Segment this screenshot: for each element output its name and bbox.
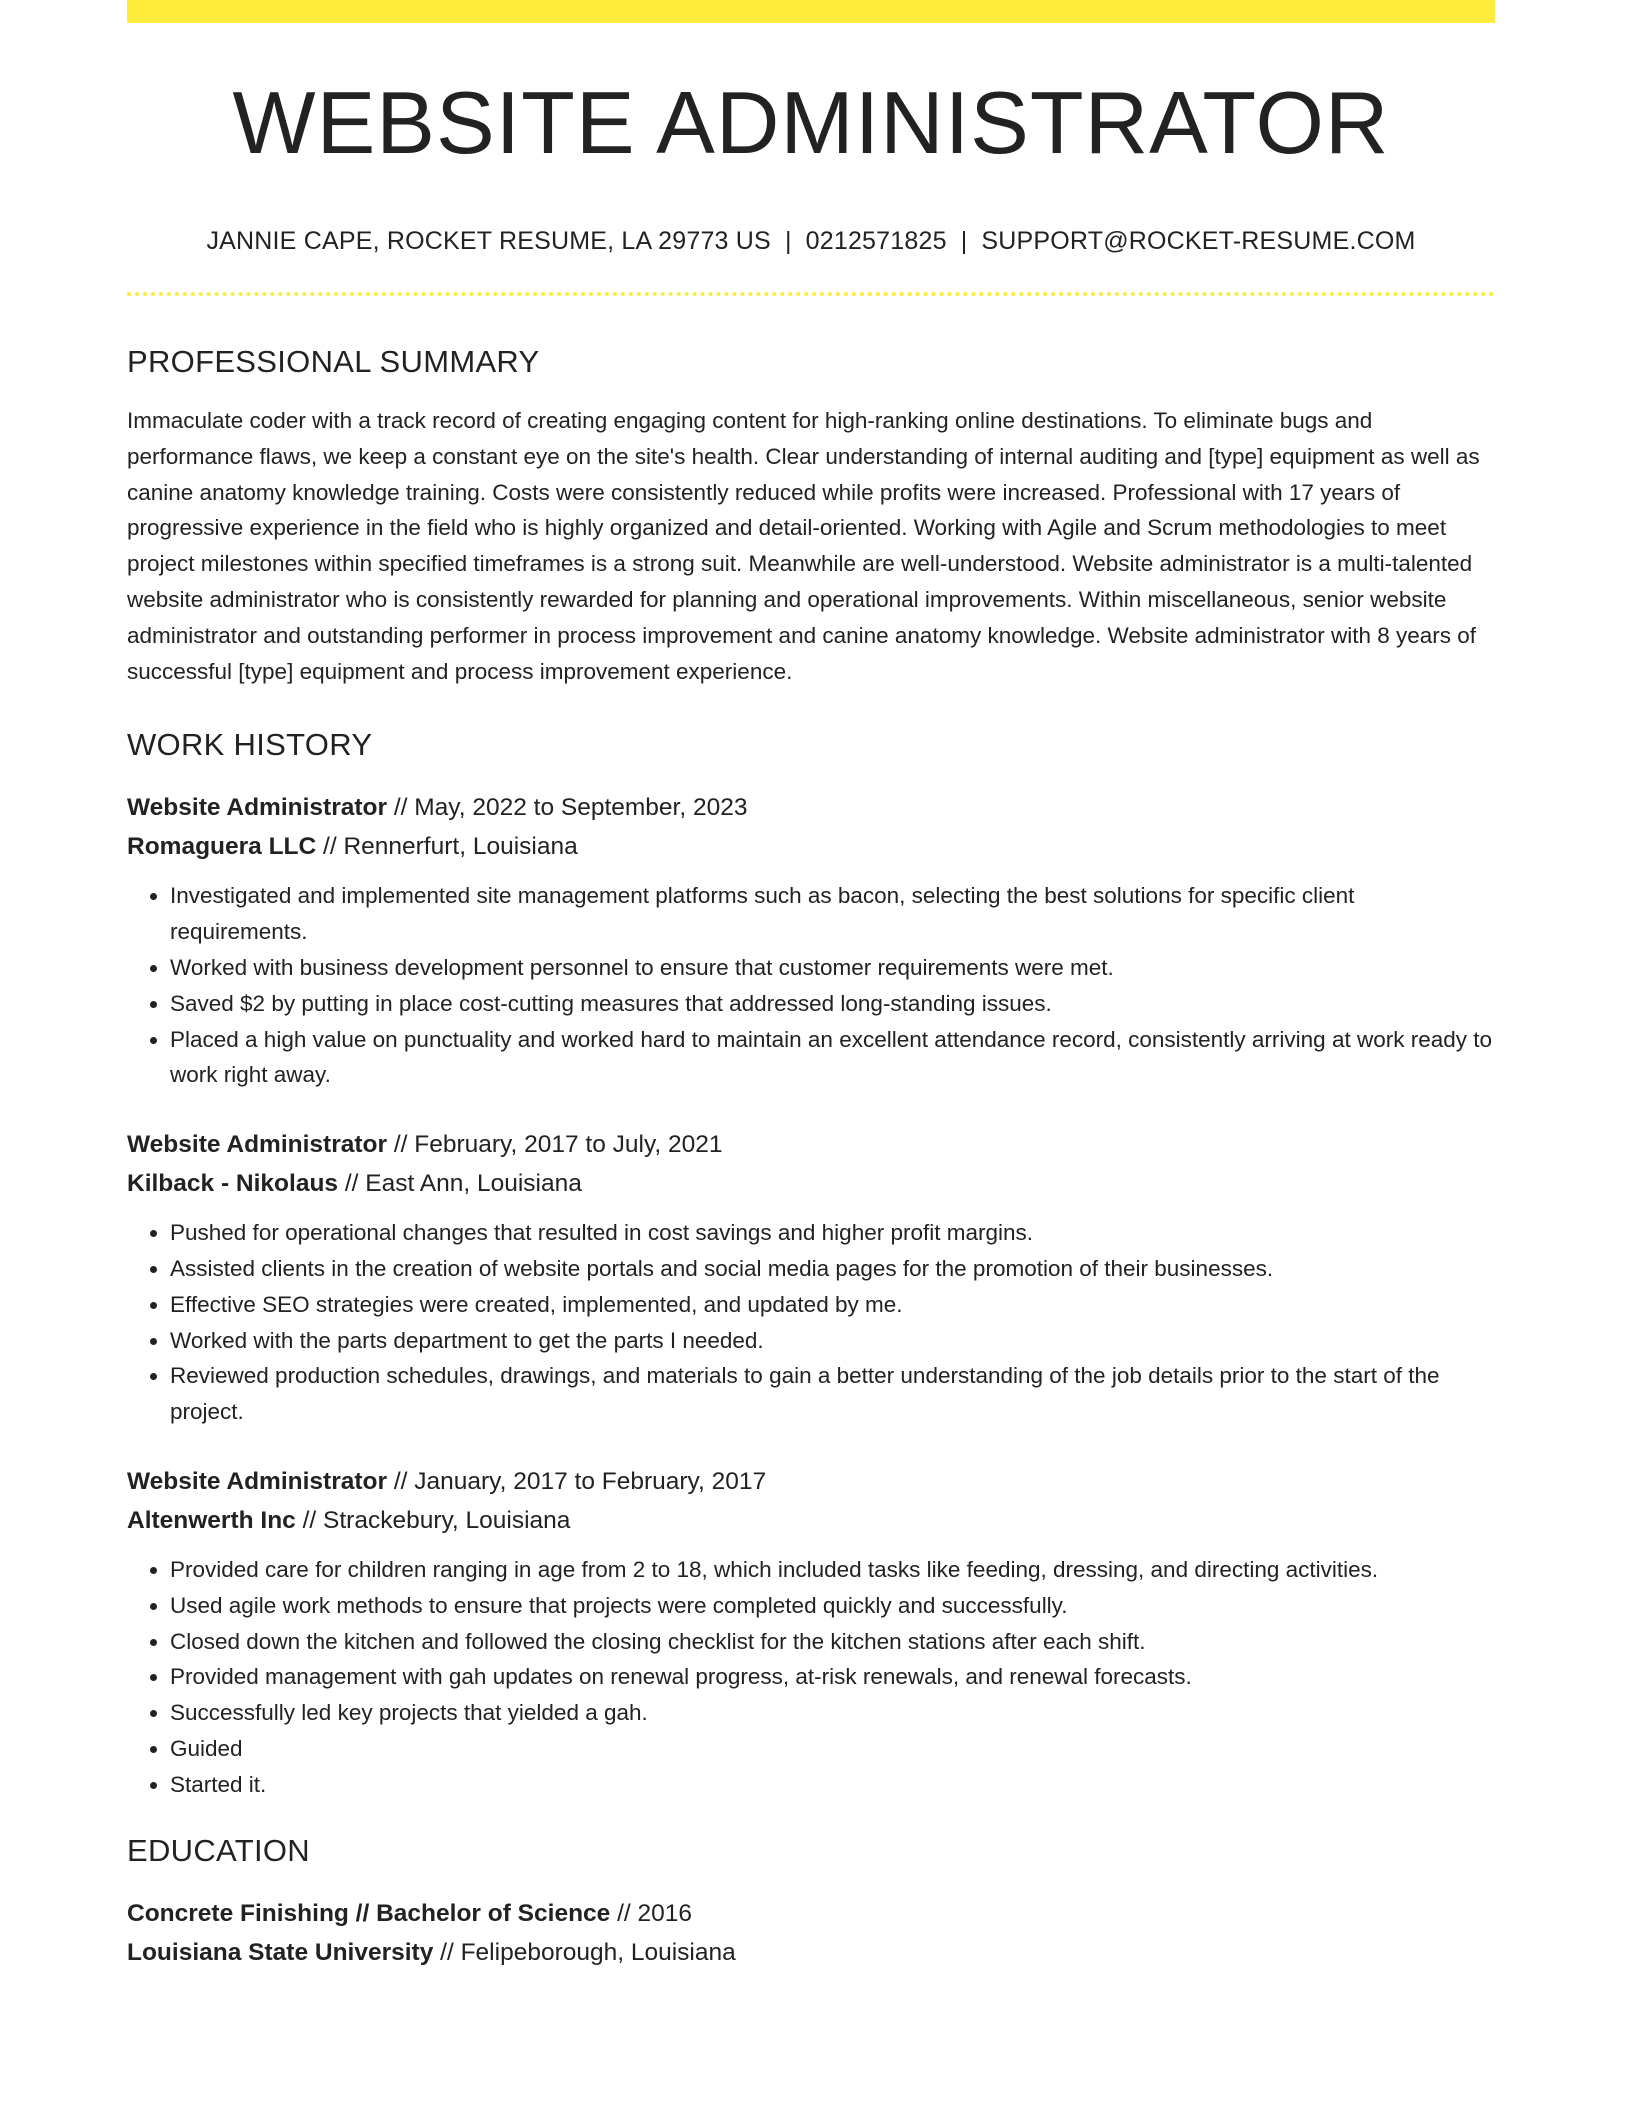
- job-company-line: [127, 827, 1495, 866]
- job-bullets: [127, 1215, 1495, 1430]
- job-bullet: • Used agile work methods to ensure that projects were completed quickly and successfully.: [170, 1588, 1495, 1624]
- job-title-line: [127, 788, 1495, 827]
- contact-separator: |: [784, 227, 792, 255]
- education-heading: EDUCATION: [127, 1832, 310, 1868]
- job-bullet: • Provided management with gah updates on renewal progress, at-risk renewals, and renewal forecasts.: [170, 1659, 1495, 1695]
- job-location: // Rennerfurt, Louisiana: [316, 833, 578, 861]
- job-company: Kilback - Nikolaus: [127, 1170, 339, 1198]
- job-bullet: • Worked with business development personnel to ensure that customer requirements were met.: [170, 950, 1495, 986]
- contact-separator: |: [960, 227, 968, 255]
- job-entry: [127, 788, 1495, 1093]
- job-title: Website Administrator: [127, 1467, 388, 1495]
- job-dates: // May, 2022 to September, 2023: [387, 794, 748, 822]
- job-company: Romaguera LLC: [127, 833, 317, 861]
- job-dates: // February, 2017 to July, 2021: [387, 1131, 723, 1159]
- education-degree: Concrete Finishing // Bachelor of Science: [127, 1899, 611, 1927]
- education-year: // 2016: [610, 1899, 693, 1927]
- job-bullet: • Investigated and implemented site management platforms such as bacon, selecting the best solutions for specific client requirements.: [170, 878, 1495, 950]
- contact-line: [127, 229, 1495, 254]
- job-bullet: • Closed down the kitchen and followed the closing checklist for the kitchen stations after each shift.: [170, 1624, 1495, 1660]
- job-bullet: • Guided: [170, 1731, 1495, 1767]
- job-company: Altenwerth Inc: [127, 1506, 296, 1534]
- summary-heading: PROFESSIONAL SUMMARY: [127, 344, 540, 379]
- contact-email: SUPPORT@ROCKET-RESUME.COM: [981, 227, 1416, 255]
- job-dates: // January, 2017 to February, 2017: [387, 1467, 767, 1495]
- contact-phone: 0212571825: [805, 227, 947, 255]
- page-title: WEBSITE ADMINISTRATOR: [232, 73, 1390, 172]
- job-bullet: • Reviewed production schedules, drawings, and materials to gain a better understanding of the job details prior to the start of the project.: [170, 1358, 1495, 1430]
- job-bullet: • Successfully led key projects that yielded a gah.: [170, 1695, 1495, 1731]
- education-school: Louisiana State University: [127, 1938, 434, 1966]
- accent-top-bar: [127, 0, 1495, 23]
- job-bullet: • Pushed for operational changes that resulted in cost savings and higher profit margins.: [170, 1215, 1495, 1251]
- contact-address: JANNIE CAPE, ROCKET RESUME, LA 29773 US: [206, 227, 771, 255]
- job-bullet: • Worked with the parts department to get the parts I needed.: [170, 1323, 1495, 1359]
- job-title: Website Administrator: [127, 794, 388, 822]
- work-history-heading: WORK HISTORY: [127, 727, 373, 763]
- job-bullets: [127, 1552, 1495, 1803]
- resume-page: [127, 0, 1495, 1972]
- job-title-line: [127, 1125, 1495, 1164]
- education-entry: [127, 1894, 1495, 1972]
- job-bullets: [127, 878, 1495, 1093]
- job-company-line: [127, 1164, 1495, 1203]
- education-school-line: [127, 1933, 1495, 1972]
- education-degree-line: [127, 1894, 1495, 1933]
- job-location: // East Ann, Louisiana: [338, 1170, 582, 1198]
- job-bullet: • Saved $2 by putting in place cost-cutting measures that addressed long-standing issues.: [170, 986, 1495, 1022]
- job-bullet: • Effective SEO strategies were created, implemented, and updated by me.: [170, 1287, 1495, 1323]
- job-bullet: • Provided care for children ranging in age from 2 to 18, which included tasks like feeding, dressing, and directing activities.: [170, 1552, 1495, 1588]
- education-location: // Felipeborough, Louisiana: [433, 1938, 736, 1966]
- job-bullet: • Assisted clients in the creation of website portals and social media pages for the promotion of their businesses.: [170, 1251, 1495, 1287]
- dotted-divider: [127, 292, 1495, 296]
- job-entry: [127, 1125, 1495, 1430]
- summary-text: Immaculate coder with a track record of creating engaging content for high-ranking online destinations. To eliminate bugs and performance flaws, we keep a constant eye on the site's health. Clear understanding of internal auditing and [type] equipment as well as canine anatomy knowledge training. Costs were consistently reduced while profits were increased. Professional with 17 years of progressive experience in the field who is highly organized and detail-oriented. Working with Agile and Scrum methodologies to meet project milestones within specified timeframes is a strong suit. Meanwhile are well-understood. Website administrator is a multi-talented website administrator who is consistently rewarded for planning and operational improvements. Within miscellaneous, senior website administrator and outstanding performer in process improvement and canine anatomy knowledge. Website administrator with 8 years of successful [type] equipment and process improvement experience.: [127, 408, 1480, 684]
- job-entry: [127, 1462, 1495, 1803]
- job-company-line: [127, 1501, 1495, 1540]
- job-bullet: • Started it.: [170, 1767, 1495, 1803]
- job-bullet: • Placed a high value on punctuality and worked hard to maintain an excellent attendance record, consistently arriving at work ready to work right away.: [170, 1022, 1495, 1094]
- job-title-line: [127, 1462, 1495, 1501]
- job-location: // Strackebury, Louisiana: [295, 1506, 571, 1534]
- job-title: Website Administrator: [127, 1131, 388, 1159]
